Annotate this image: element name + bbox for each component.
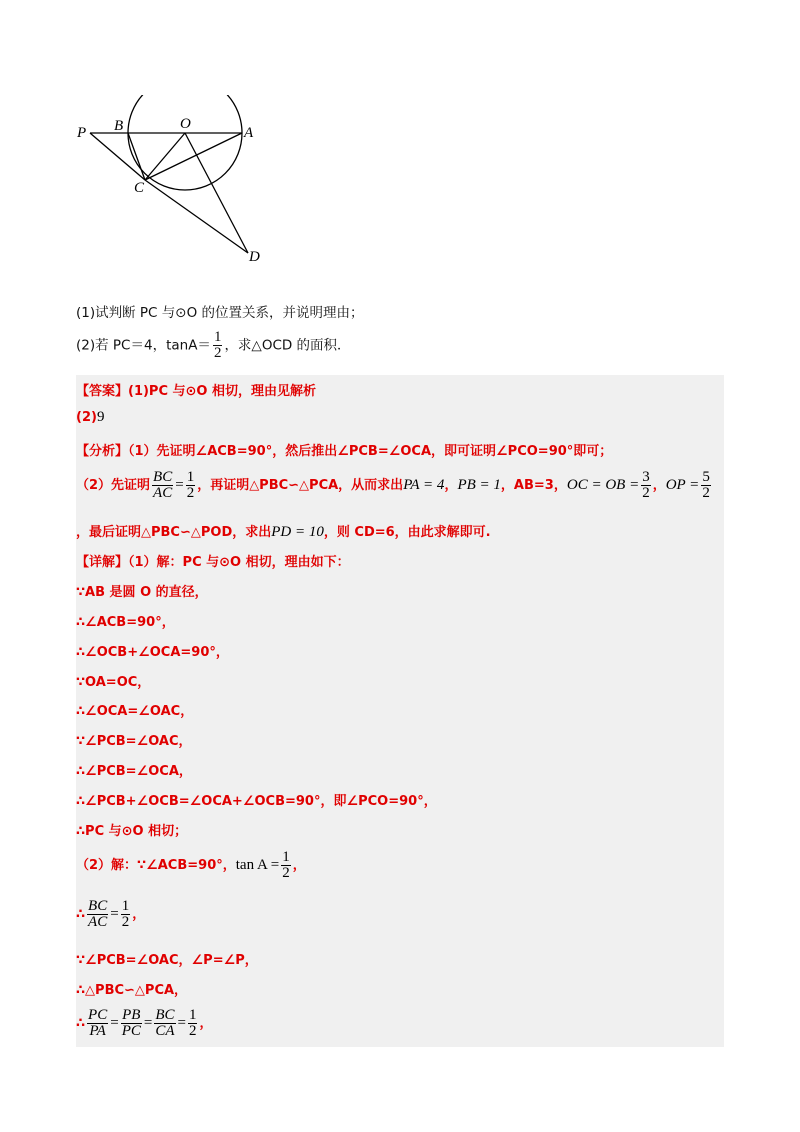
label-p: P <box>77 125 87 141</box>
analysis-frac-bc-ac <box>152 470 173 501</box>
frac-num: PC <box>88 1007 108 1023</box>
pa-value: PA = 4 <box>403 477 445 493</box>
detail-line-7: ∵∠PCB=∠OAC， <box>76 734 192 749</box>
frac-num: BC <box>88 898 108 914</box>
detail-line-13: ∵∠PCB=∠OAC，∠P=∠P， <box>76 953 258 968</box>
frac-den: 2 <box>282 865 290 881</box>
frac-num: 1 <box>282 849 290 865</box>
frac-den: 2 <box>188 1023 197 1039</box>
detail-line-5: ∵OA=OC， <box>76 675 151 690</box>
detail-line-12 <box>76 899 145 930</box>
frac-num: 1 <box>188 1007 197 1023</box>
frac-bc-ca <box>154 1008 175 1039</box>
frac-num: 1 <box>186 469 195 485</box>
separator: ， <box>652 478 666 493</box>
circle-o <box>128 95 242 190</box>
detail-line-2: ∵AB 是圆 O 的直径， <box>76 585 208 600</box>
question-1: (1)试判断 PC 与⊙O 的位置关系，并说明理由； <box>76 305 364 321</box>
frac-three-halves <box>641 470 651 501</box>
detail-line-10: ∴PC 与⊙O 相切； <box>76 824 188 839</box>
detail-line-15 <box>76 1008 212 1039</box>
analysis-frac-half <box>186 470 196 501</box>
detail-line-4: ∴∠OCB+∠OCA=90°， <box>76 645 229 660</box>
analysis-line-2 <box>76 470 713 501</box>
pb-value: PB = 1 <box>457 477 501 493</box>
op-label: OP = <box>665 477 700 493</box>
frac-num: BC <box>155 1007 175 1023</box>
detail-line-1: 【详解】（1）解：PC 与⊙O 相切，理由如下： <box>76 555 350 570</box>
frac-pb-pc <box>121 1008 142 1039</box>
therefore-symbol: ∴ <box>76 1016 86 1031</box>
label-a: A <box>244 125 254 141</box>
detail-line-6: ∴∠OCA=∠OAC， <box>76 704 194 719</box>
frac-den: 2 <box>642 485 650 501</box>
tan-fraction <box>281 850 291 881</box>
detail-15-text-b: ， <box>199 1016 213 1031</box>
ab-value: AB=3 <box>513 478 554 493</box>
frac-den: 2 <box>121 914 130 930</box>
detail-line-11 <box>76 850 306 881</box>
detail-line-3: ∴∠ACB=90°， <box>76 615 175 630</box>
frac-half <box>188 1008 198 1039</box>
frac-den: CA <box>155 1023 175 1039</box>
analysis-2-text-a: （2）先证明 <box>76 478 151 493</box>
analysis-line-3 <box>76 521 491 541</box>
analysis-line-1: 【分析】（1）先证明∠ACB=90°，然后推出∠PCB=∠OCA，即可证明∠PCO=90°即可； <box>76 444 613 459</box>
frac-den: AC <box>88 914 108 930</box>
equals: = <box>177 1015 186 1031</box>
detail-12-text-b: ， <box>132 907 146 922</box>
q2-text-a: (2)若 PC＝4，tanA＝ <box>76 337 211 354</box>
q2-den: 2 <box>213 345 222 361</box>
frac-den: PA <box>89 1023 106 1039</box>
equals: = <box>110 906 119 922</box>
oc-ob-label: OC = OB = <box>566 477 640 493</box>
frac-bc-ac <box>87 899 108 930</box>
line-cd <box>145 180 248 253</box>
label-d: D <box>249 249 260 265</box>
q2-text-b: ，求△OCD 的面积． <box>224 337 351 354</box>
separator: ， <box>444 478 458 493</box>
detail-line-8: ∴∠PCB=∠OCA， <box>76 764 192 779</box>
line-oc <box>145 133 185 180</box>
analysis-3-text-b: ，则 CD=6，由此求解即可. <box>323 525 491 540</box>
answer-2-value: 9 <box>96 409 105 425</box>
frac-five-halves <box>701 470 711 501</box>
frac-num: 5 <box>702 469 710 485</box>
detail-11-text-a: （2）解：∵∠ACB=90°， <box>76 858 236 873</box>
label-c: C <box>134 180 145 196</box>
label-o: O <box>180 116 191 132</box>
equals: = <box>110 1015 119 1031</box>
detail-11-text-b: ， <box>292 858 306 873</box>
frac-den: 2 <box>702 485 710 501</box>
therefore-symbol: ∴ <box>76 907 86 922</box>
line-ac <box>145 133 242 180</box>
q2-num: 1 <box>213 329 222 345</box>
equals: = <box>143 1015 153 1031</box>
analysis-2-text-b: ，再证明△PBC∽△PCA，从而求出 <box>197 478 404 493</box>
separator: ， <box>500 478 514 493</box>
question-2 <box>76 330 351 361</box>
tan-a-label: tan A = <box>235 857 280 873</box>
detail-line-9: ∴∠PCB+∠OCB=∠OCA+∠OCB=90°，即∠PCO=90°， <box>76 794 437 809</box>
separator: ， <box>553 478 567 493</box>
frac-pc-pa <box>87 1008 108 1039</box>
frac-num: 3 <box>642 469 650 485</box>
answer-2-label: (2) <box>76 410 97 425</box>
frac-num: BC <box>153 469 173 485</box>
q2-fraction <box>213 330 223 361</box>
frac-num: 1 <box>121 898 130 914</box>
frac-den: PC <box>121 1023 141 1039</box>
frac-den: AC <box>153 485 173 501</box>
detail-line-14: ∴△PBC∽△PCA， <box>76 983 188 998</box>
equals: = <box>175 477 184 493</box>
analysis-3-text-a: ，最后证明△PBC∽△POD，求出 <box>76 525 272 540</box>
frac-num: PB <box>122 1007 141 1023</box>
pd-value: PD = 10 <box>271 524 324 540</box>
answer-line-1: 【答案】(1)PC 与⊙O 相切，理由见解析 <box>76 384 316 399</box>
geometry-figure <box>60 95 300 270</box>
answer-line-2 <box>76 409 104 426</box>
label-b: B <box>114 118 124 134</box>
frac-den: 2 <box>186 485 195 501</box>
frac-half <box>121 899 131 930</box>
